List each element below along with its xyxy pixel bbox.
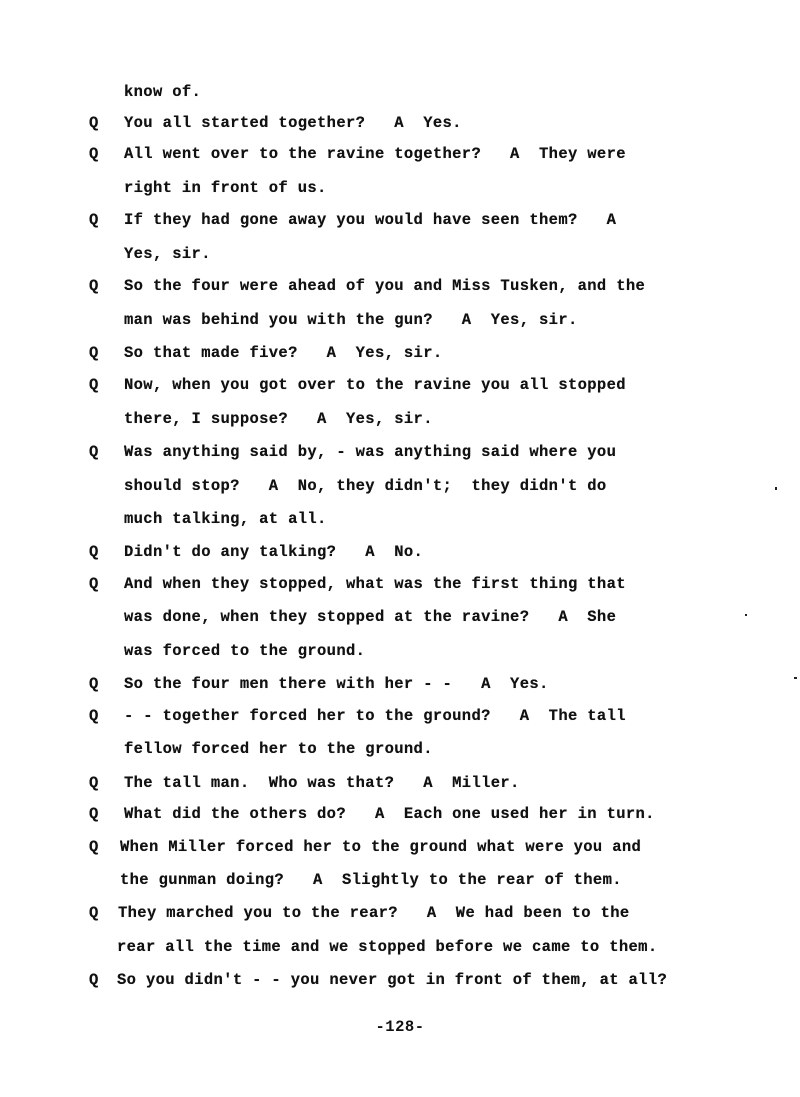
line-text: You all started together? A Yes. (124, 114, 462, 132)
line-text: What did the others do? A Each one used her in turn. (124, 805, 655, 823)
transcript-line (0, 440, 800, 464)
transcript-line (0, 142, 800, 166)
line-text: So that made five? A Yes, sir. (124, 344, 443, 362)
transcript-line (0, 901, 800, 925)
line-text: Yes, sir. (124, 245, 211, 263)
transcript-line (0, 605, 800, 629)
line-text: man was behind you with the gun? A Yes, sir. (124, 311, 578, 329)
transcript-line (0, 208, 800, 232)
transcript-line (0, 771, 800, 795)
transcript-line (0, 341, 800, 365)
line-text: All went over to the ravine together? A They were (124, 145, 626, 163)
line-text: When Miller forced her to the ground what were you and (120, 838, 642, 856)
transcript-line (0, 80, 800, 104)
transcript-line (0, 802, 800, 826)
question-marker: Q (89, 707, 99, 725)
question-marker: Q (89, 344, 99, 362)
line-text: Now, when you got over to the ravine you all stopped (124, 376, 626, 394)
line-text: should stop? A No, they didn't; they didn't do (124, 477, 607, 495)
line-text: the gunman doing? A Slightly to the rear of them. (120, 871, 622, 889)
question-marker: Q (89, 145, 99, 163)
transcript-line (0, 737, 800, 761)
page-number: -128- (375, 1018, 425, 1036)
transcript-line (0, 242, 800, 266)
transcript-line (0, 308, 800, 332)
transcript-line (0, 176, 800, 200)
transcript-line (0, 540, 800, 564)
transcript-line (0, 507, 800, 531)
line-text: rear all the time and we stopped before we came to them. (117, 938, 658, 956)
line-text: So the four men there with her - - A Yes. (124, 675, 549, 693)
line-text: was done, when they stopped at the ravine? A She (124, 608, 617, 626)
transcript-line (0, 968, 800, 992)
line-text: They marched you to the rear? A We had been to the (118, 904, 630, 922)
transcript-line (0, 373, 800, 397)
scan-speck (794, 677, 797, 679)
scan-speck (745, 614, 747, 616)
question-marker: Q (89, 774, 99, 792)
line-text: right in front of us. (124, 179, 327, 197)
question-marker: Q (89, 376, 99, 394)
line-text: was forced to the ground. (124, 642, 366, 660)
question-marker: Q (89, 805, 99, 823)
scan-speck (775, 487, 777, 490)
question-marker: Q (89, 675, 99, 693)
line-text: - - together forced her to the ground? A The tall (124, 707, 626, 725)
question-marker: Q (89, 904, 99, 922)
transcript-line (0, 935, 800, 959)
line-text: So you didn't - - you never got in front of them, at all? (117, 971, 668, 989)
transcript-line (0, 572, 800, 596)
question-marker: Q (89, 114, 99, 132)
line-text: And when they stopped, what was the first thing that (124, 575, 626, 593)
line-text: fellow forced her to the ground. (124, 740, 433, 758)
line-text: Was anything said by, - was anything said where you (124, 443, 617, 461)
transcript-line (0, 868, 800, 892)
line-text: The tall man. Who was that? A Miller. (124, 774, 520, 792)
question-marker: Q (89, 211, 99, 229)
question-marker: Q (89, 543, 99, 561)
question-marker: Q (89, 443, 99, 461)
transcript-line (0, 639, 800, 663)
transcript-line (0, 274, 800, 298)
line-text: So the four were ahead of you and Miss Tusken, and the (124, 277, 646, 295)
line-text: Didn't do any talking? A No. (124, 543, 424, 561)
question-marker: Q (89, 971, 99, 989)
line-text: much talking, at all. (124, 510, 327, 528)
transcript-line (0, 407, 800, 431)
question-marker: Q (89, 838, 99, 856)
line-text: there, I suppose? A Yes, sir. (124, 410, 433, 428)
transcript-line (0, 111, 800, 135)
transcript-line (0, 672, 800, 696)
transcript-line (0, 704, 800, 728)
line-text: If they had gone away you would have seen them? A (124, 211, 617, 229)
transcript-line (0, 835, 800, 859)
question-marker: Q (89, 575, 99, 593)
line-text: know of. (124, 83, 202, 101)
question-marker: Q (89, 277, 99, 295)
transcript-line (0, 474, 800, 498)
